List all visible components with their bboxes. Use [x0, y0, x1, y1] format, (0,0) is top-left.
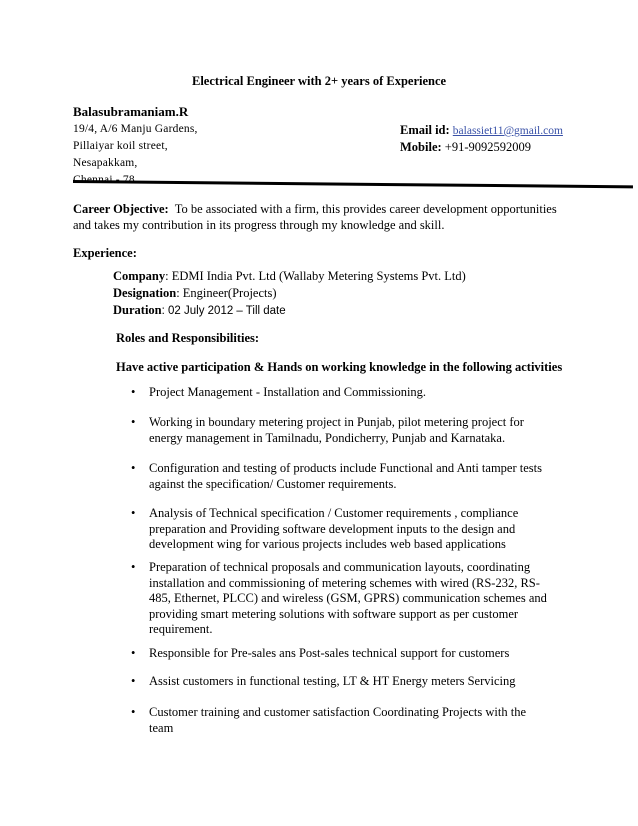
list-item-text: Assist customers in functional testing, LT & HT Energy meters Servicing [149, 674, 516, 688]
designation-label: Designation [113, 286, 177, 300]
list-item-text: providing smart metering solutions with software support as per customer [149, 606, 519, 621]
mobile-row [400, 140, 531, 155]
company-label: Company [113, 269, 166, 283]
bullet-icon: • [131, 646, 136, 660]
bullet-icon: • [131, 560, 136, 574]
bullet-icon: • [131, 705, 136, 719]
list-item-text: installation and commissioning of metering schemes with wired (RS-232, RS- [149, 575, 540, 590]
duration-value: : 02 July 2012 – Till date [161, 305, 286, 317]
address-line-1: 19/4, A/6 Manju Gardens, [73, 123, 198, 135]
duration-label: Duration [113, 303, 162, 317]
header-divider [73, 180, 633, 188]
list-item-text: Responsible for Pre-sales ans Post-sales technical support for customers [149, 646, 510, 660]
objective-text-line-2: and takes my contribution in its progress through my knowledge and skill. [73, 218, 445, 232]
activities-heading: Have active participation & Hands on working knowledge in the following activities [116, 360, 563, 374]
bullet-icon: • [131, 674, 136, 688]
mobile-value: +91-9092592009 [444, 140, 532, 154]
list-item-text: Customer training and customer satisfaction Coordinating Projects with the [149, 705, 527, 719]
bullet-icon: • [131, 415, 136, 429]
address-line-3: Nesapakkam, [73, 157, 138, 169]
list-item-text: preparation and Providing software development inputs to the design and [149, 521, 516, 536]
list-item-text: development wing for various projects includes web based applications [149, 537, 506, 551]
list-item-text: 485, Ethernet, PLCC) and wireless (GSM, GPRS) communication schemes and [149, 591, 547, 605]
career-objective [73, 201, 573, 233]
objective-text-line-1: To be associated with a firm, this provides career development opportunities [174, 202, 557, 216]
list-item-text: against the specification/ Customer requirements. [149, 476, 397, 491]
bullet-icon: • [131, 506, 136, 520]
resume-headline: Electrical Engineer with 2+ years of Experience [192, 74, 447, 88]
email-link[interactable]: balassiet11@gmail.com [452, 125, 563, 137]
designation-row [113, 285, 277, 302]
address-line-2: Pillaiyar koil street, [73, 140, 168, 152]
list-item-text: energy management in Tamilnadu, Pondicherry, Punjab and Karnataka. [149, 430, 506, 445]
list-item-text: requirement. [149, 622, 213, 636]
list-item-text: Analysis of Technical specification / Customer requirements , compliance [149, 506, 519, 520]
bullet-icon: • [131, 461, 136, 475]
company-value: : EDMI India Pvt. Ltd (Wallaby Metering Systems Pvt. Ltd) [165, 269, 466, 283]
list-item-text: Project Management - Installation and Commissioning. [149, 385, 427, 399]
duration-row [113, 302, 286, 320]
experience-heading: Experience: [73, 246, 137, 260]
list-item-text: Preparation of technical proposals and communication layouts, coordinating [149, 560, 531, 574]
objective-label: Career Objective: [73, 202, 169, 216]
email-label: Email id: [400, 123, 450, 137]
bullet-icon: • [131, 385, 136, 399]
roles-heading: Roles and Responsibilities: [116, 331, 260, 345]
list-item-text: Working in boundary metering project in Punjab, pilot metering project for [149, 415, 524, 429]
mobile-label: Mobile: [400, 140, 442, 154]
company-row [113, 268, 466, 285]
designation-value: : Engineer(Projects) [176, 286, 277, 300]
list-item-text: team [149, 720, 174, 735]
email-row [400, 123, 563, 138]
candidate-name: Balasubramaniam.R [73, 104, 189, 119]
list-item-text: Configuration and testing of products include Functional and Anti tamper tests [149, 461, 542, 475]
